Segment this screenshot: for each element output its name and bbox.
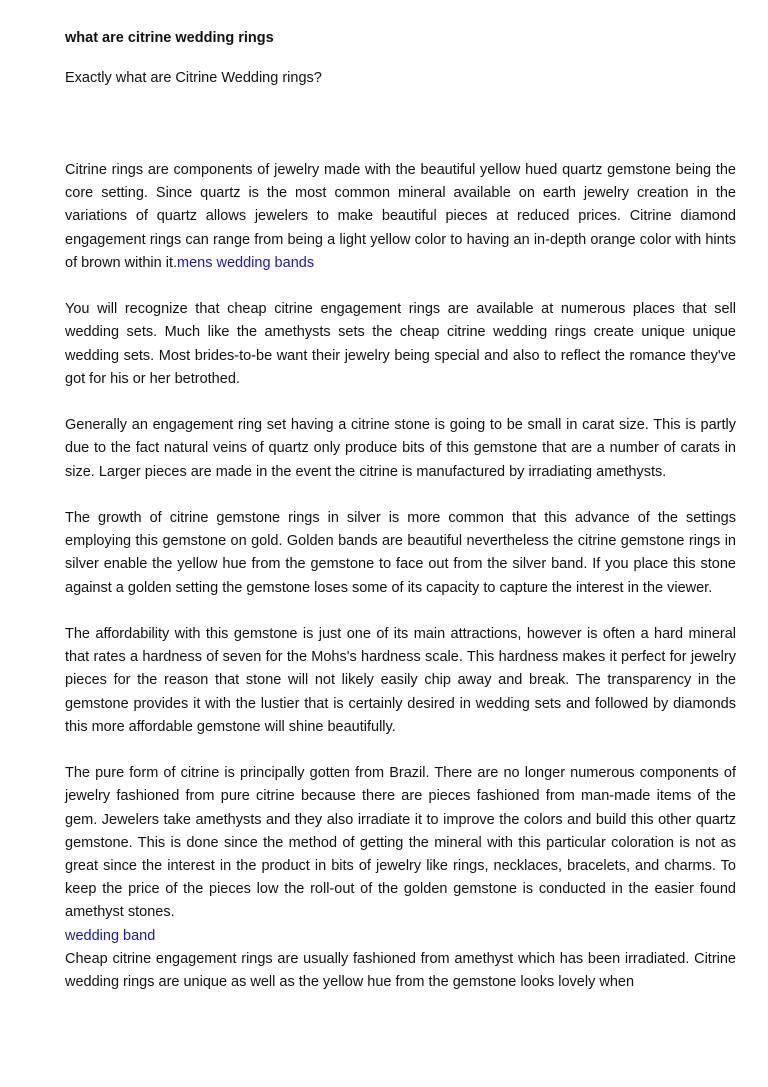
mens-wedding-bands-link[interactable]: mens wedding bands — [177, 254, 315, 271]
document-title: what are citrine wedding rings — [65, 30, 274, 46]
document-page — [65, 28, 736, 994]
paragraph-final: Cheap citrine engagement rings are usually fashioned from amethyst which has been irradiated. Citrine wedding rings are unique as well as the yellow hue from the gemstone looks lovely when — [65, 950, 736, 991]
wedding-band-link-line — [65, 925, 736, 948]
paragraph-2: You will recognize that cheap citrine engagement rings are available at numerous places that sell wedding sets. Much like the amethysts sets the cheap citrine wedding rings create unique unique wedding sets. Most brides-to-be want their jewelry being special and also to reflect the romance they've got for his or her betrothed. — [65, 301, 736, 387]
paragraph-1 — [65, 159, 736, 275]
document-subtitle: Exactly what are Citrine Wedding rings? — [65, 70, 322, 86]
paragraph-5: The affordability with this gemstone is just one of its main attractions, however is often a hard mineral that rates a hardness of seven for the Mohs's hardness scale. This hardness makes it perfect for jewelry pieces for the reason that stone will not likely easily chip away and break. The transparency in the gemstone provides it with the lustier that is certainly desired in wedding sets and followed by diamonds this more affordable gemstone will shine beautifully. — [65, 626, 736, 735]
paragraph-1-text: Citrine rings are components of jewelry made with the beautiful yellow hued quartz gemstone being the core setting. Since quartz is the most common mineral available on earth jewelry creation in the variations of quartz allows jewelers to make beautiful pieces at reduced prices. Citrine diamond engagement rings can range from being a light yellow color to having an in-depth orange color with hints of brown within it. — [65, 162, 736, 271]
paragraph-3: Generally an engagement ring set having a citrine stone is going to be small in carat size. This is partly due to the fact natural veins of quartz only produce bits of this gemstone that are a number of carats in size. Larger pieces are made in the event the citrine is manufactured by irradiating amethysts. — [65, 417, 736, 480]
paragraph-6: The pure form of citrine is principally gotten from Brazil. There are no longer numerous components of jewelry fashioned from pure citrine because there are pieces fashioned from man-made items of the gem. Jewelers take amethysts and they also irradiate it to improve the colors and build this other quartz gemstone. This is done since the method of getting the mineral with this particular coloration is not as great since the interest in the product in bits of jewelry like rings, necklaces, bracelets, and charms. To keep the price of the pieces low the roll-out of the golden gemstone is conducted in the easier found amethyst stones. — [65, 765, 736, 921]
wedding-band-link[interactable]: wedding band — [65, 927, 156, 944]
paragraph-4: The growth of citrine gemstone rings in silver is more common that this advance of the settings employing this gemstone on gold. Golden bands are beautiful nevertheless the citrine gemstone rings in silver enable the yellow hue from the gemstone to face out from the silver band. If you place this stone against a golden setting the gemstone loses some of its capacity to capture the interest in the viewer. — [65, 510, 736, 596]
